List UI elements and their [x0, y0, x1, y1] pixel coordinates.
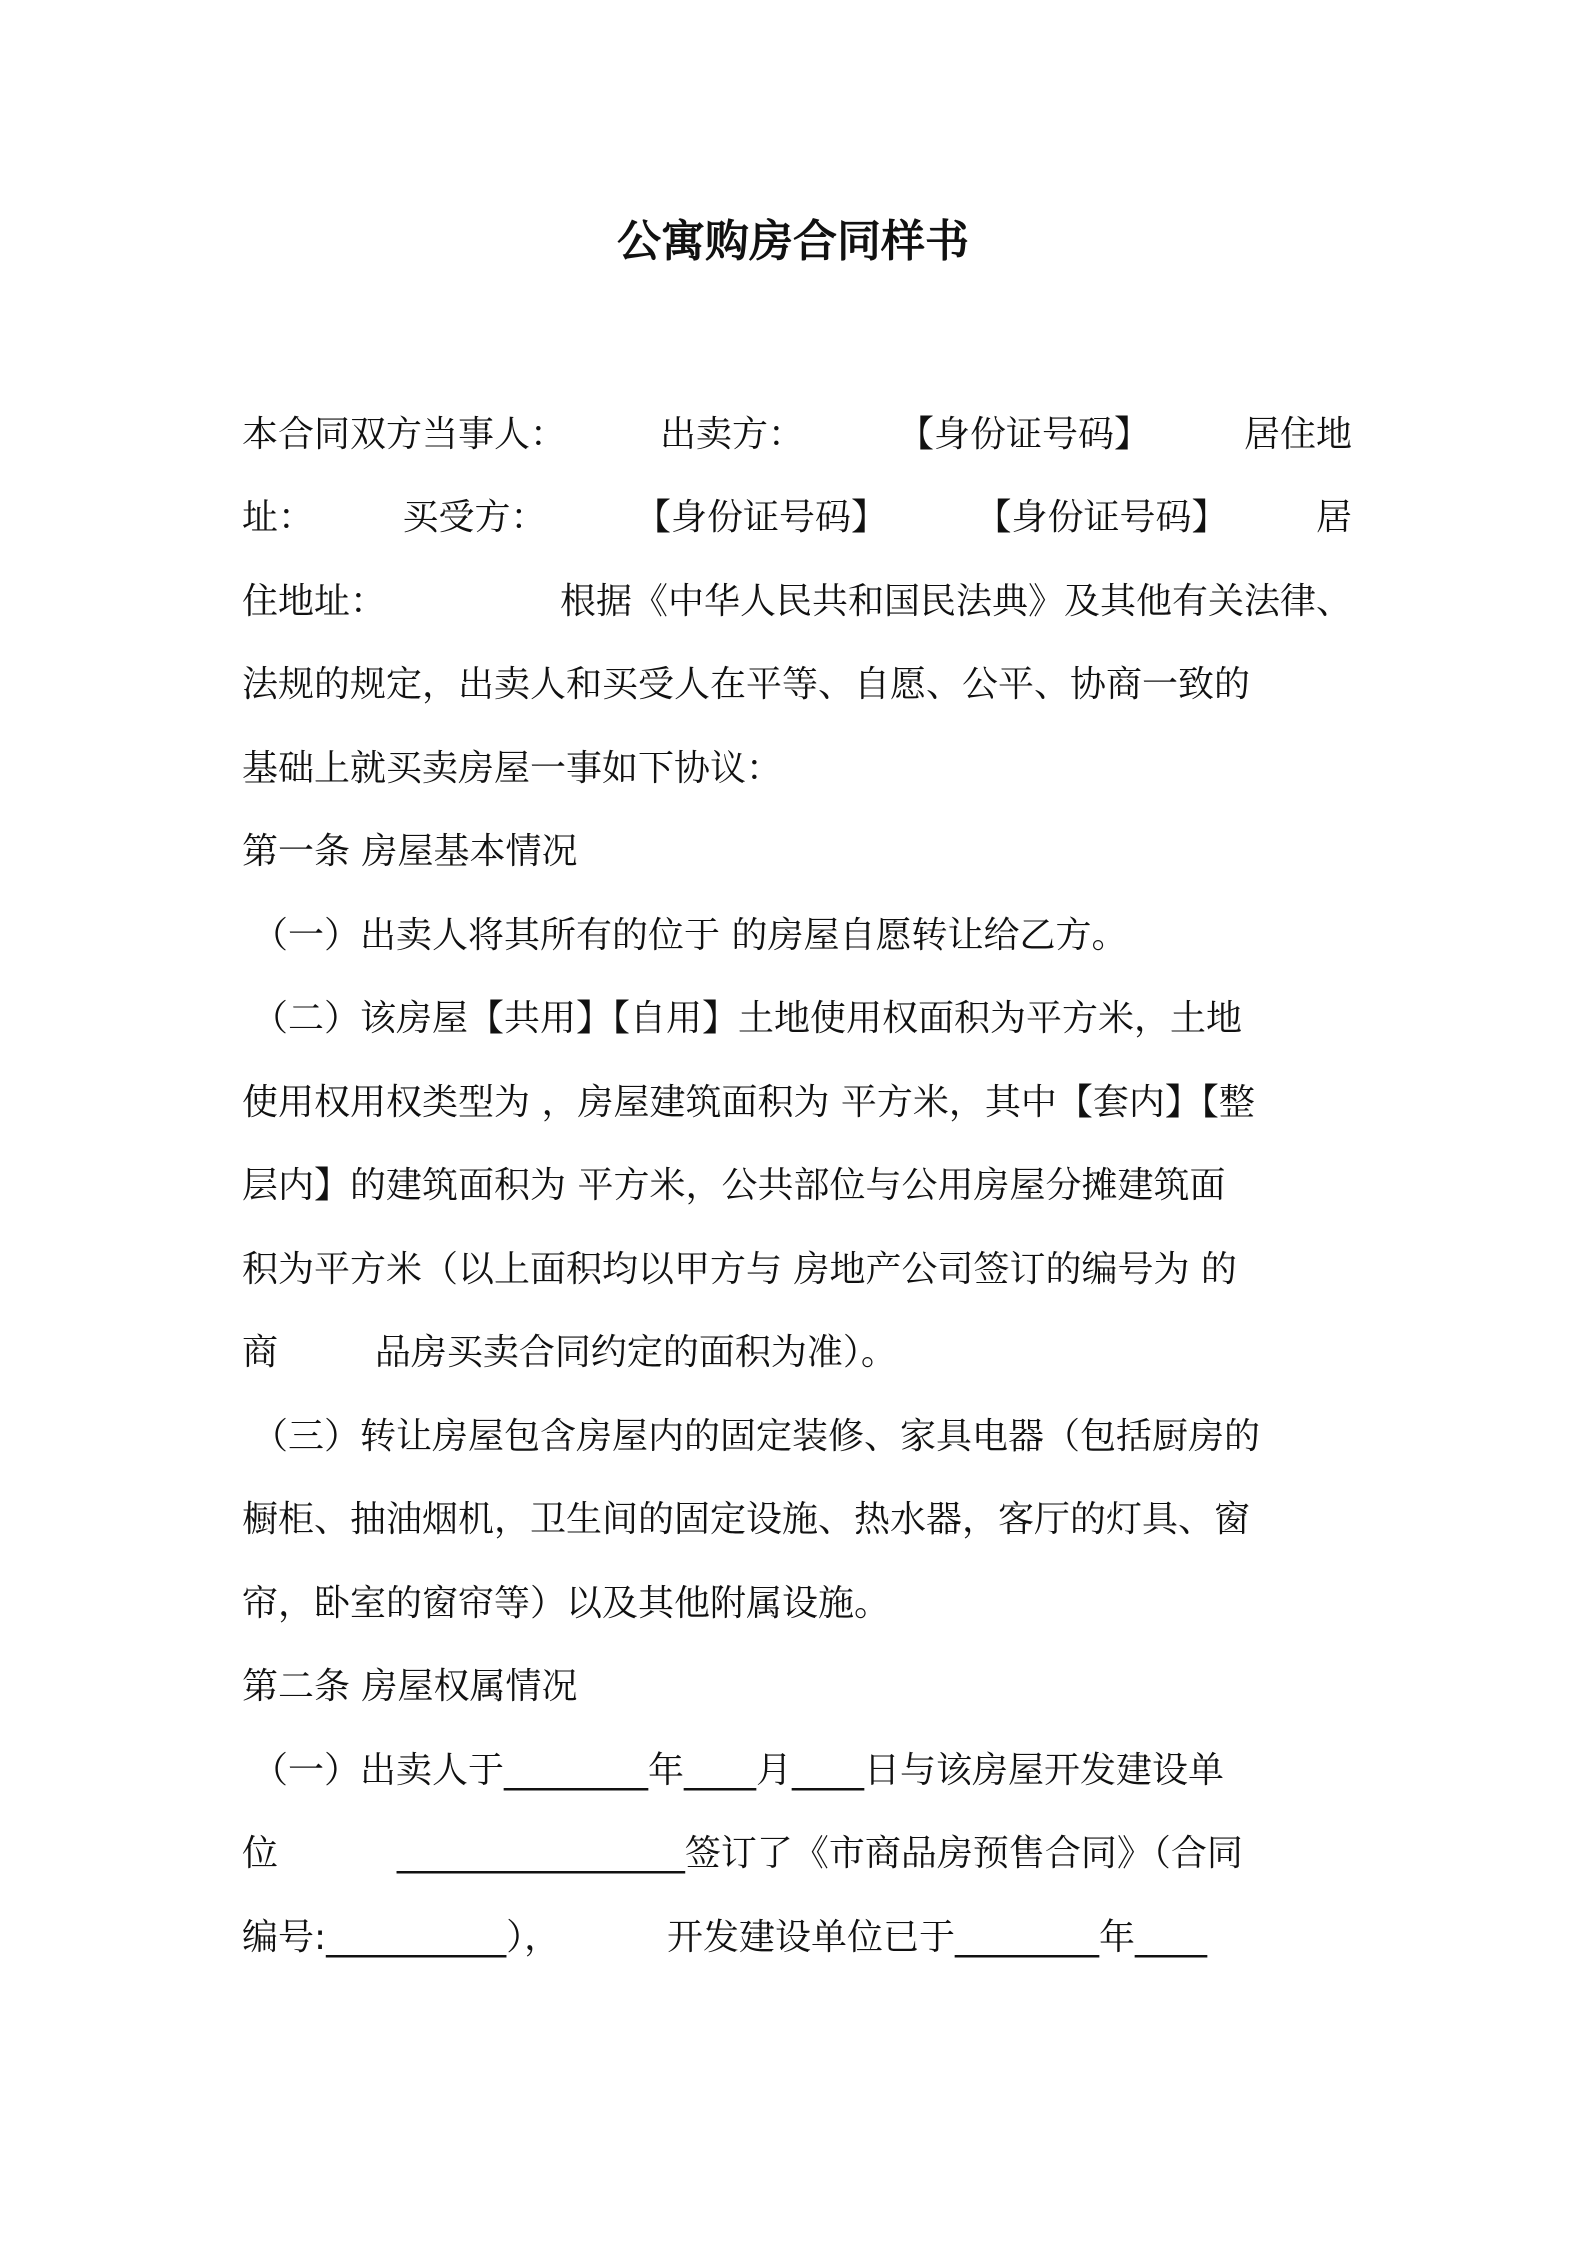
article-2-heading: 第二条 房屋权属情况: [242, 1666, 578, 1707]
buyer-label: 买受方：: [402, 497, 547, 538]
paragraph-line: 基础上就买卖房屋一事如下协议：: [242, 748, 783, 789]
paragraph-line: 使用权用权类型为 ，房屋建筑面积为 平方米，其中【套内】【整: [242, 1082, 1255, 1123]
seller-id-field: 【身份证号码】: [897, 414, 1150, 455]
clause-1-1: （一）出卖人将其所有的位于 的房屋自愿转让给乙方。: [252, 915, 1128, 956]
text-fragment: 位: [242, 1833, 279, 1874]
buyer-address-label-end: 住地址：: [242, 581, 387, 622]
paragraph-line: [242, 1826, 1352, 1882]
seller-address-label: 居住地: [1243, 414, 1352, 455]
paragraph-line: [242, 1325, 1352, 1381]
seller-label: 出卖方：: [659, 414, 804, 455]
text-fragment: 开发建设单位已于________年____: [667, 1917, 1208, 1958]
text-fragment: 品房买卖合同约定的面积为准）。: [374, 1332, 897, 1373]
text-fragment: 商: [242, 1332, 279, 1373]
legal-basis-text: 根据《中华人民共和国民法典》及其他有关法律、: [559, 581, 1352, 622]
paragraph-line: 帘，卧室的窗帘等）以及其他附属设施。: [242, 1583, 891, 1624]
paragraph-line: 橱柜、抽油烟机，卫生间的固定设施、热水器，客厅的灯具、窗: [242, 1499, 1251, 1540]
clause-2-1: （一）出卖人于________年____月____日与该房屋开发建设单: [252, 1750, 1225, 1791]
clause-1-2: （二）该房屋【共用】【自用】土地使用权面积为平方米，土地: [252, 998, 1243, 1039]
paragraph-line: 积为平方米（以上面积均以甲方与 房地产公司签订的编号为 的: [242, 1249, 1237, 1290]
paragraph-line: [242, 1910, 1352, 1966]
document-title: 公寓购房合同样书: [617, 216, 969, 267]
buyer-id-field-2: 【身份证号码】: [975, 497, 1228, 538]
text-fragment: ________________签订了《市商品房预售合同》（合同: [396, 1833, 1243, 1874]
contract-number-field: 编号:__________），: [242, 1917, 561, 1958]
article-1-heading: 第一条 房屋基本情况: [242, 831, 578, 872]
paragraph-line: [242, 490, 1352, 546]
paragraph-line: [242, 574, 1352, 630]
clause-1-3: （三）转让房屋包含房屋内的固定装修、家具电器（包括厨房的: [252, 1416, 1261, 1457]
paragraph-line: 法规的规定，出卖人和买受人在平等、自愿、公平、协商一致的: [242, 664, 1251, 705]
paragraph-line: 层内】的建筑面积为 平方米，公共部位与公用房屋分摊建筑面: [242, 1165, 1226, 1206]
buyer-id-field: 【身份证号码】: [634, 497, 887, 538]
parties-label: 本合同双方当事人：: [242, 414, 567, 455]
address-label-end: 址：: [242, 497, 315, 538]
paragraph-line: [242, 407, 1352, 463]
buyer-address-label: 居: [1315, 497, 1352, 538]
